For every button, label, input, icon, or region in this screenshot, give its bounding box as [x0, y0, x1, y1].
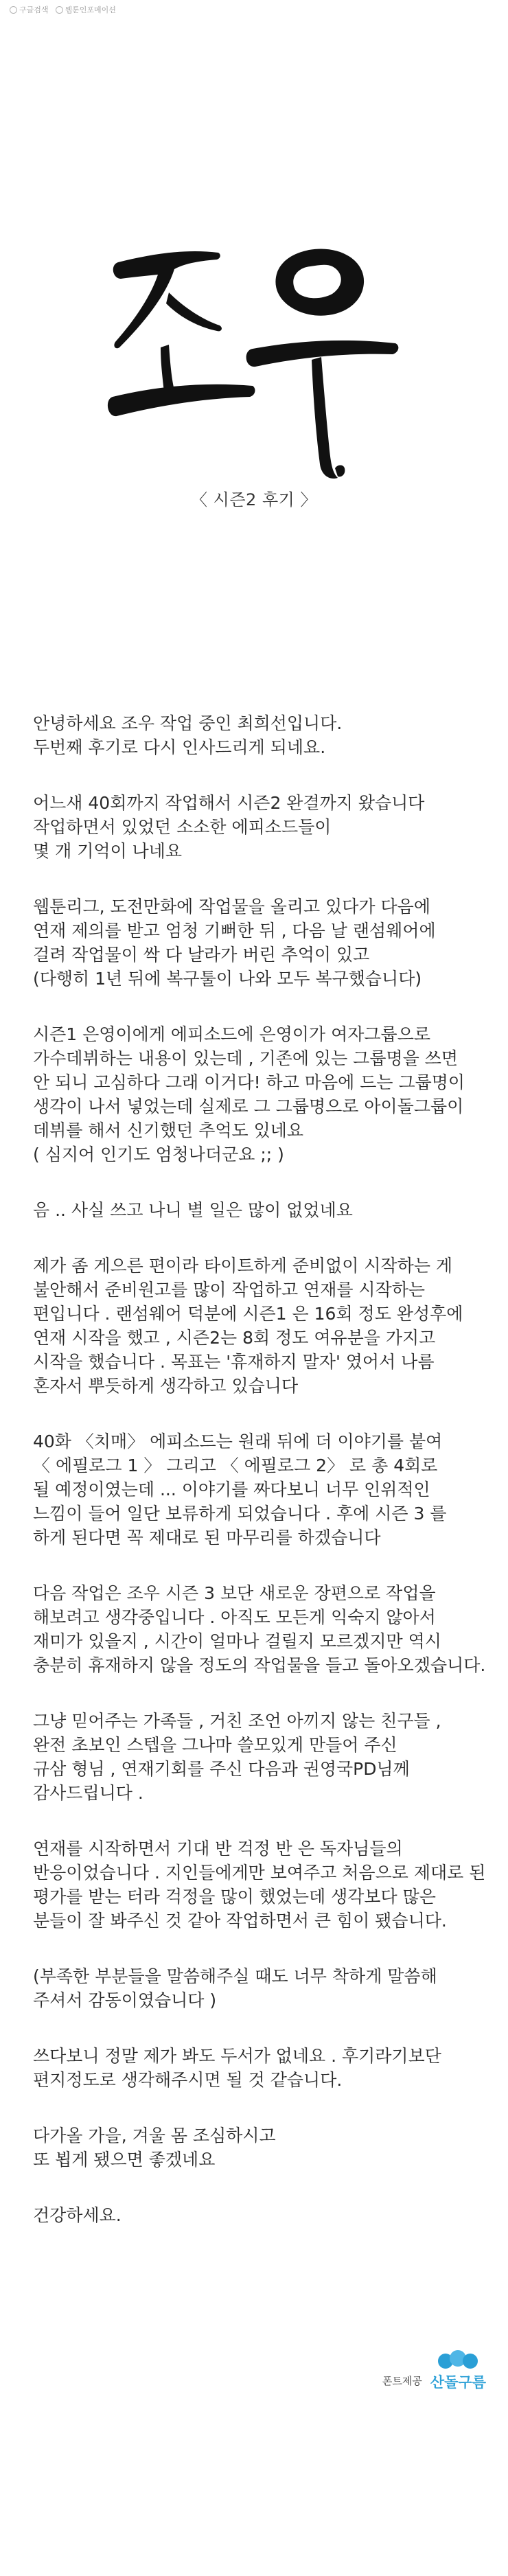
text-line: 규삼 형님 , 연재기회를 주신 다음과 권영국PD님께 — [33, 1759, 410, 1779]
font-credit-footer — [382, 2349, 486, 2392]
text-line: 시즌1 은영이에게 에피소드에 은영이가 여자그룹으로 — [33, 1024, 430, 1044]
text-line: 웹툰리그, 도전만화에 작업물을 올리고 있다가 다음에 — [33, 897, 430, 917]
paragraph — [33, 2203, 486, 2227]
paragraph — [33, 1581, 486, 1677]
watermark-label: 구글검색 — [19, 5, 49, 14]
text-line: 또 뵙게 됐으면 좋겠네요 — [33, 2150, 216, 2170]
paragraph — [33, 2124, 486, 2172]
text-line: 될 예정이였는데 ... 이야기를 짜다보니 너무 인위적인 — [33, 1480, 430, 1499]
text-line: 감사드립니다 . — [33, 1783, 143, 1803]
text-line: 그냥 믿어주는 가족들 , 거친 조언 아끼지 않는 친구들 , — [33, 1711, 441, 1731]
text-line: (부족한 부분들을 말씀해주실 때도 너무 착하게 말씀해 — [33, 1966, 437, 1986]
text-line: 제가 좀 게으른 편이라 타이트하게 준비없이 시작하는 게 — [33, 1256, 453, 1276]
watermark — [10, 4, 116, 15]
text-line: 40화 〈치매〉 에피소드는 원래 뒤에 더 이야기를 붙여 — [33, 1431, 443, 1451]
text-line: 걸려 작업물이 싹 다 날라가 버린 추억이 있고 — [33, 945, 370, 965]
text-line: 생각이 나서 넣었는데 실제로 그 그룹명으로 아이돌그룹이 — [33, 1096, 464, 1116]
text-line: 음 .. 사실 쓰고 나니 별 일은 많이 없었네요 — [33, 1200, 353, 1220]
paragraph — [33, 2044, 486, 2092]
text-line: 주셔서 감동이였습니다 ) — [33, 1990, 217, 2010]
text-line: 연재 제의를 받고 엄청 기뻐한 뒤 , 다음 날 랜섬웨어에 — [33, 921, 436, 941]
text-line: 몇 개 기억이 나네요 — [33, 841, 183, 861]
text-line: 가수데뷔하는 내용이 있는데 , 기존에 있는 그룹명을 쓰면 — [33, 1048, 459, 1068]
calligraphy-title-logo — [103, 227, 405, 481]
text-line: 쓰다보니 정말 제가 봐도 두서가 없네요 . 후기라기보단 — [33, 2046, 441, 2066]
text-line: 안녕하세요 조우 작업 중인 최희선입니다. — [33, 713, 343, 733]
circle-icon — [56, 6, 63, 14]
circle-icon — [10, 6, 17, 14]
text-line: 두번째 후기로 다시 인사드리게 되네요. — [33, 737, 326, 757]
watermark-label: 웹툰인포메이션 — [65, 5, 116, 14]
paragraph — [33, 711, 486, 759]
text-line: 완전 초보인 스텝을 그나마 쓸모있게 만들어 주신 — [33, 1735, 397, 1755]
watermark-item — [56, 4, 116, 15]
paragraph — [33, 1254, 486, 1398]
text-line: 분들이 잘 봐주신 것 같아 작업하면서 큰 힘이 됐습니다. — [33, 1911, 447, 1931]
calligraphy-brush-icon — [103, 227, 405, 481]
text-line: (다행히 1년 뒤에 복구툴이 나와 모두 복구했습니다) — [33, 969, 422, 989]
brand-logo — [430, 2349, 486, 2392]
paragraph — [33, 895, 486, 991]
text-line: 다가올 가을, 겨울 몸 조심하시고 — [33, 2126, 276, 2146]
text-line: 하게 된다면 꼭 제대로 된 마무리를 하겠습니다 — [33, 1528, 381, 1548]
text-line: 다음 작업은 조우 시즌 3 보단 새로운 장편으로 작업을 — [33, 1583, 436, 1603]
text-line: 해보려고 생각중입니다 . 아직도 모든게 익숙지 않아서 — [33, 1607, 436, 1627]
text-line: 편입니다 . 랜섬웨어 덕분에 시즌1 은 16회 정도 완성후에 — [33, 1304, 463, 1324]
paragraph — [33, 1709, 486, 1805]
text-line: 재미가 있을지 , 시간이 얼마나 걸릴지 모르겠지만 역시 — [33, 1631, 441, 1651]
text-line: 안 되니 고심하다 그래 이거다! 하고 마음에 드는 그룹명이 — [33, 1072, 465, 1092]
text-line: 시작을 했습니다 . 목표는 '휴재하지 말자' 였어서 나름 — [33, 1352, 435, 1372]
paragraph — [33, 1837, 486, 1933]
text-line: ( 심지어 인기도 엄청나더군요 ;; ) — [33, 1145, 284, 1164]
text-line: 느낌이 들어 일단 보류하게 되었습니다 . 후에 시즌 3 를 — [33, 1504, 447, 1523]
text-line: 편지정도로 생각해주시면 될 것 같습니다. — [33, 2070, 343, 2090]
watermark-item — [10, 4, 49, 15]
text-line: 연재 시작을 했고 , 시즌2는 8회 정도 여유분을 가지고 — [33, 1328, 436, 1348]
text-line: 작업하면서 있었던 소소한 에피소드들이 — [33, 817, 332, 837]
afterword-body — [33, 711, 486, 2259]
cloud-logo-icon — [436, 2349, 480, 2370]
paragraph — [33, 1429, 486, 1550]
text-line: 어느새 40회까지 작업해서 시즌2 완결까지 왔습니다 — [33, 793, 425, 813]
text-line: 〈 에필로그 1 〉 그리고 〈 에필로그 2〉 로 총 4회로 — [33, 1456, 438, 1475]
brand-name: 산돌구름 — [430, 2374, 486, 2391]
text-line: 건강하세요. — [33, 2205, 122, 2225]
text-line: 불안해서 준비원고를 많이 작업하고 연재를 시작하는 — [33, 1280, 426, 1300]
text-line: 연재를 시작하면서 기대 반 걱정 반 은 독자님들의 — [33, 1839, 403, 1859]
font-credit-label: 폰트제공 — [382, 2375, 422, 2387]
text-line: 데뷔를 해서 신기했던 추억도 있네요 — [33, 1120, 304, 1140]
text-line: 혼자서 뿌듯하게 생각하고 있습니다 — [33, 1376, 299, 1396]
paragraph — [33, 791, 486, 863]
text-line: 평가를 받는 터라 걱정을 많이 했었는데 생각보다 많은 — [33, 1887, 436, 1907]
subtitle: 〈 시즌2 후기 〉 — [191, 490, 317, 509]
text-line: 반응이었습니다 . 지인들에게만 보여주고 처음으로 제대로 된 — [33, 1863, 486, 1883]
paragraph — [33, 1964, 486, 2012]
text-line: 충분히 휴재하지 않을 정도의 작업물을 들고 돌아오겠습니다. — [33, 1655, 486, 1675]
paragraph — [33, 1022, 486, 1166]
paragraph — [33, 1198, 486, 1222]
